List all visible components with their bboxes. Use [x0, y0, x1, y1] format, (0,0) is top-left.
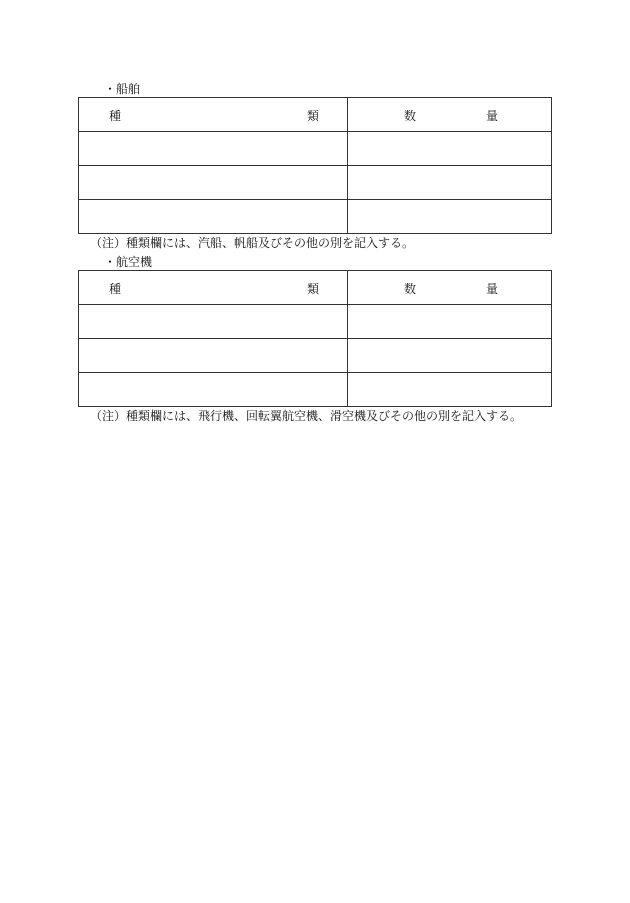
ships-quantity-cell[interactable] [348, 166, 552, 200]
aircraft-table [78, 270, 552, 407]
aircraft-note-text: 種類欄には、飛行機、回転翼航空機、滑空機及びその他の別を記入する。 [126, 409, 523, 423]
ships-quantity-cell[interactable] [348, 200, 552, 234]
ships-kind-cell[interactable] [79, 132, 348, 166]
table-row [79, 373, 552, 407]
aircraft-quantity-cell[interactable] [348, 339, 552, 373]
ships-table-header-row [79, 98, 552, 132]
ships-quantity-header [348, 98, 552, 132]
aircraft-kind-header-char-2: 類 [306, 282, 319, 296]
aircraft-table-header-row [79, 271, 552, 305]
ships-note-text: 種類欄には、汽船、帆船及びその他の別を記入する。 [126, 236, 415, 250]
ships-quantity-header-char-1: 数 [404, 109, 417, 123]
aircraft-note [90, 408, 522, 424]
ships-quantity-cell[interactable] [348, 132, 552, 166]
ships-quantity-header-char-2: 量 [486, 109, 499, 123]
table-row [79, 166, 552, 200]
table-row [79, 305, 552, 339]
aircraft-kind-header-char-1: 種 [109, 282, 122, 296]
ships-section-title: ・船舶 [104, 82, 141, 96]
aircraft-quantity-header-char-1: 数 [404, 282, 417, 296]
aircraft-note-marker: （注） [90, 409, 127, 423]
aircraft-quantity-header [348, 271, 552, 305]
table-row [79, 200, 552, 234]
table-row [79, 132, 552, 166]
ships-kind-header-char-1: 種 [109, 109, 122, 123]
aircraft-kind-cell[interactable] [79, 339, 348, 373]
ships-note [90, 235, 414, 251]
ships-note-marker: （注） [90, 236, 127, 250]
aircraft-kind-cell[interactable] [79, 373, 348, 407]
aircraft-kind-header [79, 271, 348, 305]
aircraft-quantity-cell[interactable] [348, 305, 552, 339]
aircraft-kind-cell[interactable] [79, 305, 348, 339]
ships-kind-cell[interactable] [79, 200, 348, 234]
ships-table [78, 97, 552, 234]
ships-kind-header-char-2: 類 [306, 109, 319, 123]
ships-kind-cell[interactable] [79, 166, 348, 200]
aircraft-quantity-cell[interactable] [348, 373, 552, 407]
aircraft-quantity-header-char-2: 量 [486, 282, 499, 296]
table-row [79, 339, 552, 373]
aircraft-section-title: ・航空機 [104, 255, 153, 269]
ships-kind-header [79, 98, 348, 132]
